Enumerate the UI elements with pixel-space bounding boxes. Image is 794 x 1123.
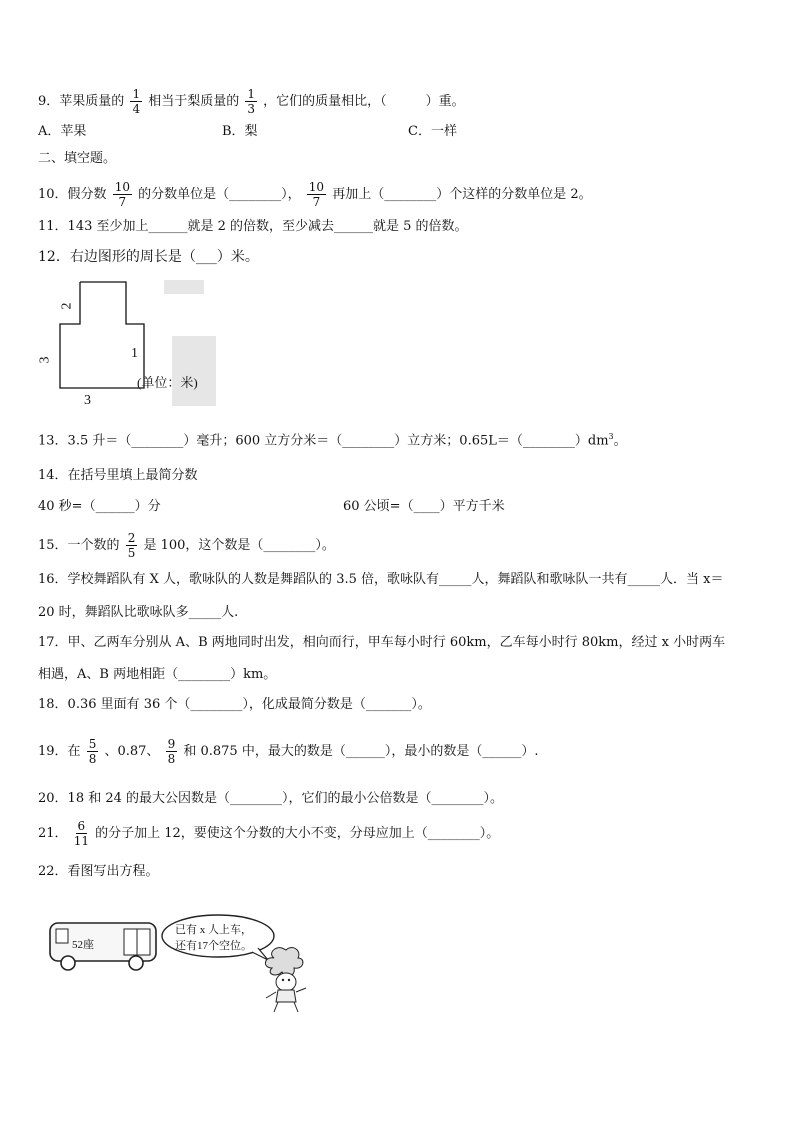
- label-1: 1: [131, 346, 138, 361]
- bubble-line-1: 已有 x 人上车，: [175, 924, 252, 936]
- question-15: 15．一个数的 $\frac{2}{5}$ 是 100，这个数是（________）。: [38, 531, 335, 560]
- unit-label: (单位：米): [137, 375, 198, 390]
- option-a: A．苹果: [38, 124, 87, 139]
- fraction: $\frac{10}{7}$: [114, 180, 130, 209]
- section-title: 二、填空题。: [38, 151, 117, 166]
- option-c: C．一样: [408, 124, 457, 139]
- bus-illustration: [48, 917, 160, 973]
- option-b: B．梨: [222, 124, 258, 139]
- fraction: $\frac{10}{7}$: [308, 180, 325, 209]
- question-10: 10．假分数 $\frac{10}{7}$ 的分数单位是（________）， $\frac{10}{7}$ 再加上（________）个这样的分数单位是 2。: [38, 180, 592, 209]
- question-22: 22．看图写出方程。: [38, 864, 159, 879]
- fraction: $\frac{6}{11}$: [73, 819, 89, 848]
- figure-outline: [60, 282, 144, 388]
- fraction: $\frac{2}{5}$: [127, 531, 136, 560]
- question-17-line1: 17．甲、乙两车分别从 A、B 两地同时出发，相向而行，甲车每小时行 60km，乙车每小时行 80km，经过 x 小时两车: [38, 635, 726, 650]
- question-14-left: 40 秒=（______）分: [38, 499, 161, 514]
- question-16-line2: 20 时，舞蹈队比歌咏队多_____人.: [38, 605, 239, 620]
- question-11: 11．143 至少加上______就是 2 的倍数，至少减去______就是 5 的倍数。: [38, 219, 468, 234]
- question-18: 18．0.36 里面有 36 个（________），化成最简分数是（_______）。: [38, 697, 431, 712]
- question-21: 21． $\frac{6}{11}$ 的分子加上 12，要使这个分数的大小不变，分母应加上（________）。: [38, 819, 500, 848]
- bubble-line-2: 还有17个空位。: [175, 940, 252, 952]
- label-3-left: 3: [37, 356, 53, 364]
- bus-label: 52座: [72, 939, 94, 951]
- question-12: 12．右边图形的周长是（___）米。: [38, 249, 259, 265]
- label-2: 2: [59, 302, 75, 310]
- fraction: $\frac{9}{8}$: [167, 737, 176, 766]
- fraction: $\frac{1}{4}$: [132, 87, 141, 116]
- fraction: $\frac{1}{3}$: [247, 87, 256, 116]
- character-illustration: [256, 944, 320, 1016]
- fraction: $\frac{5}{8}$: [88, 737, 97, 766]
- question-20: 20．18 和 24 的最大公因数是（________），它们的最小公倍数是（________）。: [38, 791, 504, 806]
- question-17-line2: 相遇，A、B 两地相距（________）km。: [38, 667, 277, 682]
- question-14-right: 60 公顷=（____）平方千米: [343, 499, 505, 514]
- question-9: 9．苹果质量的 $\frac{1}{4}$ 相当于梨质量的 $\frac{1}{3}$ ，它们的质量相比，（ ）重。: [38, 87, 465, 116]
- question-13: 13．3.5 升＝（________）毫升；600 立方分米＝（________）立方米；$0.65L=(\_\_\_\_\_\_\_\_)dm^3$。: [38, 432, 627, 449]
- question-16-line1: 16．学校舞蹈队有 X 人，歌咏队的人数是舞蹈队的 3.5 倍，歌咏队有_____人，舞蹈队和歌咏队一共有_____人．当 x＝: [38, 572, 724, 587]
- label-3-bottom: 3: [84, 393, 91, 408]
- question-14: 14．在括号里填上最简分数: [38, 468, 198, 483]
- question-19: 19．在 $\frac{5}{8}$ 、0.87、 $\frac{9}{8}$ 和 0.875 中，最大的数是（______），最小的数是（______）.: [38, 737, 539, 766]
